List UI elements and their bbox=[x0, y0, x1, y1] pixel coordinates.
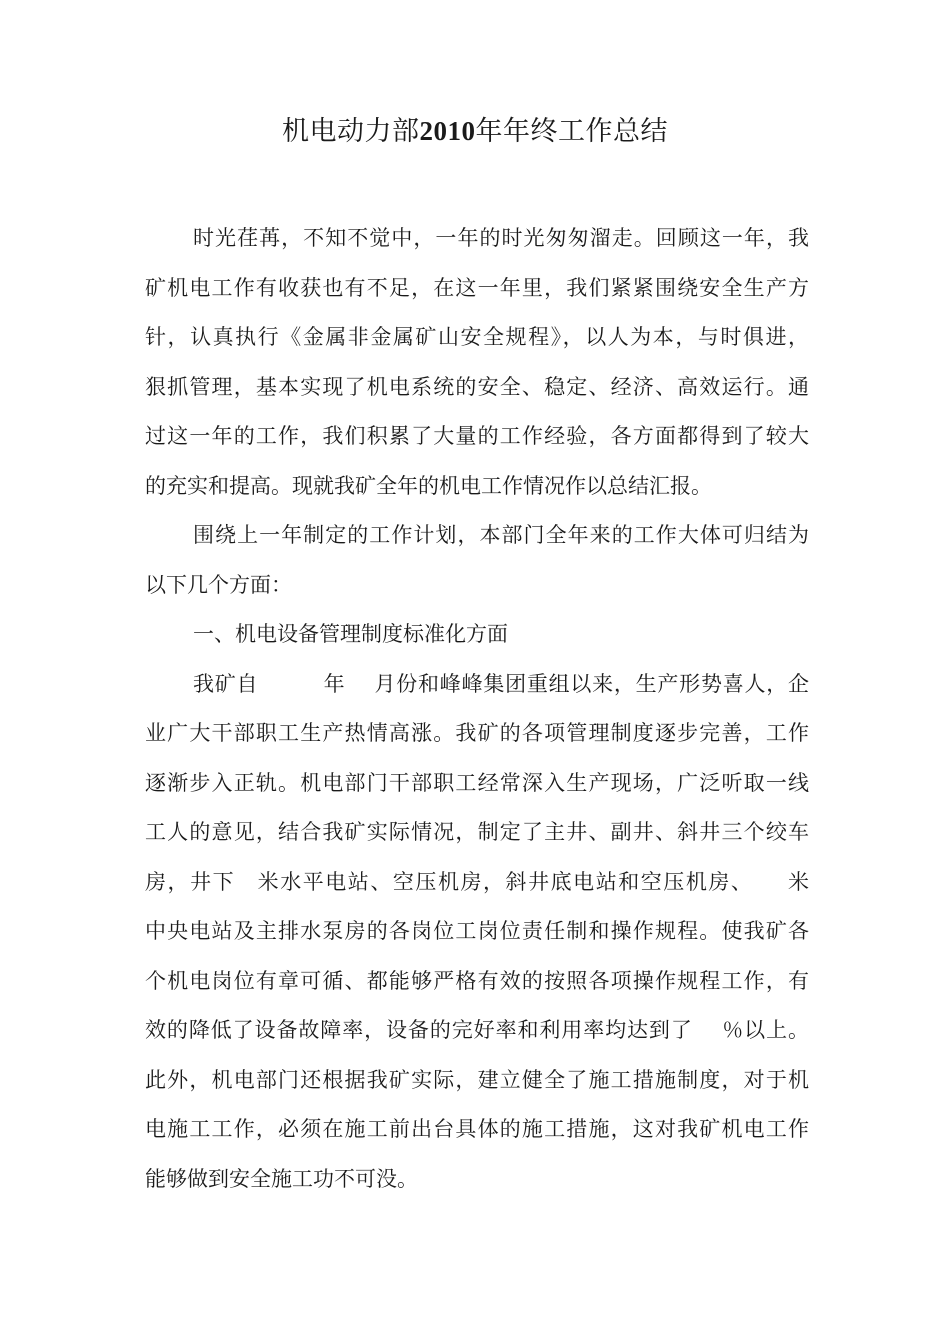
title-prefix: 机电动力部 bbox=[282, 116, 420, 147]
document-body bbox=[145, 214, 809, 1204]
text-line: 以下几个方面： bbox=[145, 572, 292, 597]
text-line: 个机电岗位有章可循、都能够严格有效的按照各项操作规程工作，有 bbox=[145, 968, 809, 993]
text-line: 狠抓管理，基本实现了机电系统的安全、稳定、经济、高效运行。通 bbox=[145, 374, 809, 399]
text-line: 中央电站及主排水泵房的各岗位工岗位责任制和操作规程。使我矿各 bbox=[145, 919, 809, 943]
text-line: 此外，机电部门还根据我矿实际，建立健全了施工措施制度，对于机 bbox=[145, 1067, 809, 1092]
text-line: 工人的意见，结合我矿实际情况，制定了主井、副井、斜井三个绞车 bbox=[145, 820, 809, 844]
text-line: 我矿自 年 月份和峰峰集团重组以来，生产形势喜人，企 bbox=[193, 671, 809, 696]
text-line: 的充实和提高。现就我矿全年的机电工作情况作以总结汇报。 bbox=[145, 473, 712, 498]
document-title bbox=[0, 108, 950, 155]
text-line: 业广大干部职工生产热情高涨。我矿的各项管理制度逐步完善，工作 bbox=[145, 721, 809, 745]
text-line: 电施工工作，必须在施工前出台具体的施工措施，这对我矿机电工作 bbox=[145, 1117, 809, 1141]
title-year: 2010 bbox=[419, 116, 476, 146]
title-suffix: 年年终工作总结 bbox=[475, 116, 668, 147]
text-line: 效的降低了设备故障率，设备的完好率和利用率均达到了 ％以上。 bbox=[145, 1018, 809, 1042]
text-line: 能够做到安全施工功不可没。 bbox=[145, 1166, 418, 1191]
text-line: 围绕上一年制定的工作计划，本部门全年来的工作大体可归结为 bbox=[193, 523, 809, 547]
text-line: 房，井下 米水平电站、空压机房，斜井底电站和空压机房、 米 bbox=[145, 869, 809, 894]
text-line: 矿机电工作有收获也有不足，在这一年里，我们紧紧围绕安全生产方 bbox=[145, 275, 809, 300]
text-line: 逐渐步入正轨。机电部门干部职工经常深入生产现场，广泛听取一线 bbox=[145, 770, 809, 795]
text-line: 一、机电设备管理制度标准化方面 bbox=[193, 622, 508, 646]
text-line: 过这一年的工作，我们积累了大量的工作经验，各方面都得到了较大 bbox=[145, 424, 809, 448]
text-line: 针，认真执行《金属非金属矿山安全规程》，以人为本，与时俱进， bbox=[145, 325, 809, 349]
text-line: 时光荏苒，不知不觉中，一年的时光匆匆溜走。回顾这一年，我 bbox=[193, 226, 809, 250]
